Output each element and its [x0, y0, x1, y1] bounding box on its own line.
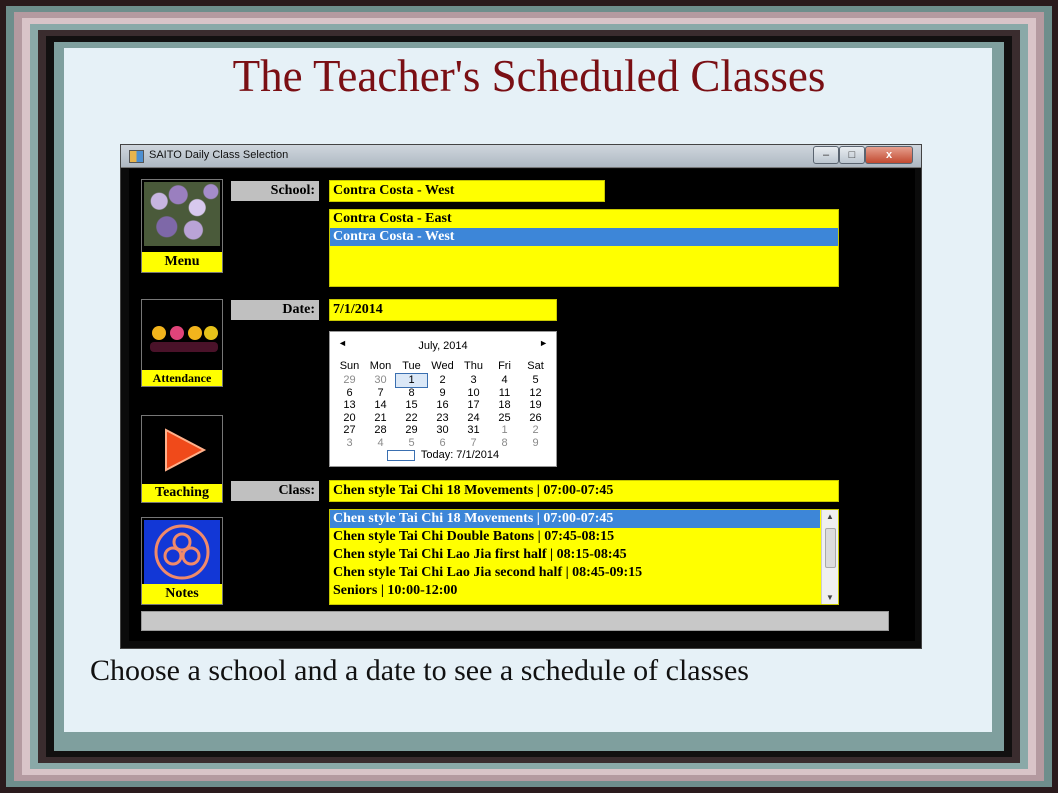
calendar-day-selected[interactable]: 1	[396, 374, 427, 387]
school-label: School:	[231, 181, 319, 201]
wisteria-flowers-icon	[144, 182, 220, 246]
calendar-day[interactable]: 10	[467, 386, 480, 399]
scroll-down-icon[interactable]: ▼	[826, 593, 834, 602]
scroll-thumb[interactable]	[825, 528, 836, 568]
trefoil-emblem-icon	[144, 520, 220, 584]
calendar-day[interactable]: 11	[498, 386, 511, 399]
play-arrow-icon	[144, 418, 220, 480]
calendar-day-grid	[334, 374, 552, 449]
calendar-day[interactable]: 8	[501, 436, 508, 449]
class-listbox[interactable]	[329, 509, 839, 605]
date-field[interactable]: 7/1/2014	[329, 299, 557, 321]
weekday-label: Mon	[369, 360, 392, 372]
calendar-day[interactable]: 19	[529, 399, 542, 411]
weekday-label: Tue	[402, 360, 421, 372]
calendar-day[interactable]: 2	[439, 374, 446, 386]
calendar-day[interactable]: 3	[470, 374, 477, 386]
notes-label: Notes	[142, 584, 222, 604]
prev-month-icon[interactable]: ◄	[338, 338, 347, 348]
calendar-today-link[interactable]	[330, 449, 556, 461]
calendar-day[interactable]: 16	[436, 399, 449, 411]
class-label: Class:	[231, 481, 319, 501]
calendar-day[interactable]: 6	[346, 386, 353, 399]
class-option[interactable]: Chen style Tai Chi Double Batons | 07:45-08:15	[333, 529, 615, 544]
weekday-label: Sat	[527, 360, 544, 372]
calendar-day[interactable]: 26	[529, 411, 542, 424]
calendar-day[interactable]: 9	[439, 386, 446, 399]
school-field[interactable]: Contra Costa - West	[329, 180, 605, 202]
today-marker-icon	[387, 450, 415, 461]
weekday-header	[334, 360, 552, 372]
calendar-day[interactable]: 5	[532, 374, 539, 386]
calendar-day[interactable]: 2	[532, 424, 539, 436]
close-button[interactable]: x	[865, 146, 913, 164]
window-titlebar[interactable]	[121, 145, 921, 168]
calendar-day[interactable]: 25	[498, 411, 511, 424]
month-calendar[interactable]	[329, 331, 557, 467]
calendar-day[interactable]: 21	[374, 411, 387, 424]
minimize-button[interactable]: –	[813, 146, 839, 164]
weekday-label: Sun	[339, 360, 360, 372]
notes-nav-button[interactable]	[141, 517, 223, 605]
app-icon	[129, 150, 144, 163]
calendar-month-title[interactable]: July, 2014	[418, 340, 468, 352]
school-option[interactable]: Contra Costa - East	[333, 211, 452, 226]
calendar-day[interactable]: 31	[467, 424, 480, 436]
window-client-area	[129, 169, 915, 641]
class-option[interactable]: Chen style Tai Chi Lao Jia first half | 08:15-08:45	[333, 547, 627, 562]
menu-nav-button[interactable]	[141, 179, 223, 273]
school-listbox[interactable]	[329, 209, 839, 287]
weekday-label: Wed	[431, 360, 454, 372]
date-label: Date:	[231, 300, 319, 320]
calendar-day[interactable]: 4	[501, 374, 508, 386]
calendar-day[interactable]: 29	[343, 374, 356, 386]
calendar-day[interactable]: 3	[346, 436, 353, 449]
calendar-day[interactable]: 14	[374, 399, 387, 411]
calendar-day[interactable]: 6	[439, 436, 446, 449]
calendar-day[interactable]: 7	[470, 436, 477, 449]
class-list-scrollbar[interactable]	[821, 510, 838, 604]
calendar-day[interactable]: 1	[501, 424, 508, 436]
teaching-nav-button[interactable]	[141, 415, 223, 503]
calendar-day[interactable]: 30	[374, 374, 387, 386]
class-field[interactable]: Chen style Tai Chi 18 Movements | 07:00-07:45	[329, 480, 839, 502]
calendar-day[interactable]: 29	[405, 424, 418, 436]
window-title: SAITO Daily Class Selection	[149, 149, 289, 161]
calendar-day[interactable]: 12	[529, 386, 542, 399]
calendar-day[interactable]: 30	[436, 424, 449, 436]
menu-label: Menu	[142, 252, 222, 272]
calendar-day[interactable]: 27	[343, 424, 356, 436]
school-option-selected[interactable]: Contra Costa - West	[330, 228, 838, 246]
app-window	[120, 144, 922, 649]
calendar-day[interactable]: 9	[532, 436, 539, 449]
calendar-day[interactable]: 28	[374, 424, 387, 436]
attendance-nav-button[interactable]	[141, 299, 223, 387]
calendar-day[interactable]: 17	[467, 399, 480, 411]
calendar-day[interactable]: 24	[467, 411, 480, 424]
class-option[interactable]: Seniors | 10:00-12:00	[333, 583, 458, 598]
status-progress-bar	[141, 611, 889, 631]
slide-title: The Teacher's Scheduled Classes	[232, 51, 826, 101]
calendar-day[interactable]: 5	[408, 436, 415, 449]
slide-caption: Choose a school and a date to see a schedule of classes	[90, 654, 749, 687]
calendar-day[interactable]: 23	[436, 411, 449, 424]
today-text: Today: 7/1/2014	[420, 449, 500, 461]
calendar-day[interactable]: 13	[343, 399, 356, 411]
calendar-day[interactable]: 22	[405, 411, 418, 424]
calendar-day[interactable]: 18	[498, 399, 511, 411]
maximize-button[interactable]: □	[839, 146, 865, 164]
calendar-day[interactable]: 7	[377, 386, 384, 399]
calendar-day[interactable]: 4	[377, 436, 384, 449]
scroll-up-icon[interactable]: ▲	[826, 512, 834, 521]
next-month-icon[interactable]: ►	[539, 338, 548, 348]
weekday-label: Thu	[464, 360, 483, 372]
class-option-selected[interactable]: Chen style Tai Chi 18 Movements | 07:00-07:45	[330, 510, 820, 528]
rubber-ducks-icon	[144, 302, 220, 364]
calendar-day[interactable]: 15	[405, 399, 418, 411]
class-option[interactable]: Chen style Tai Chi Lao Jia second half | 08:45-09:15	[333, 565, 643, 580]
weekday-label: Fri	[498, 360, 511, 372]
attendance-label: Attendance	[142, 370, 222, 386]
calendar-day[interactable]: 20	[343, 411, 356, 424]
calendar-day[interactable]: 8	[408, 386, 415, 399]
teaching-label: Teaching	[142, 484, 222, 502]
